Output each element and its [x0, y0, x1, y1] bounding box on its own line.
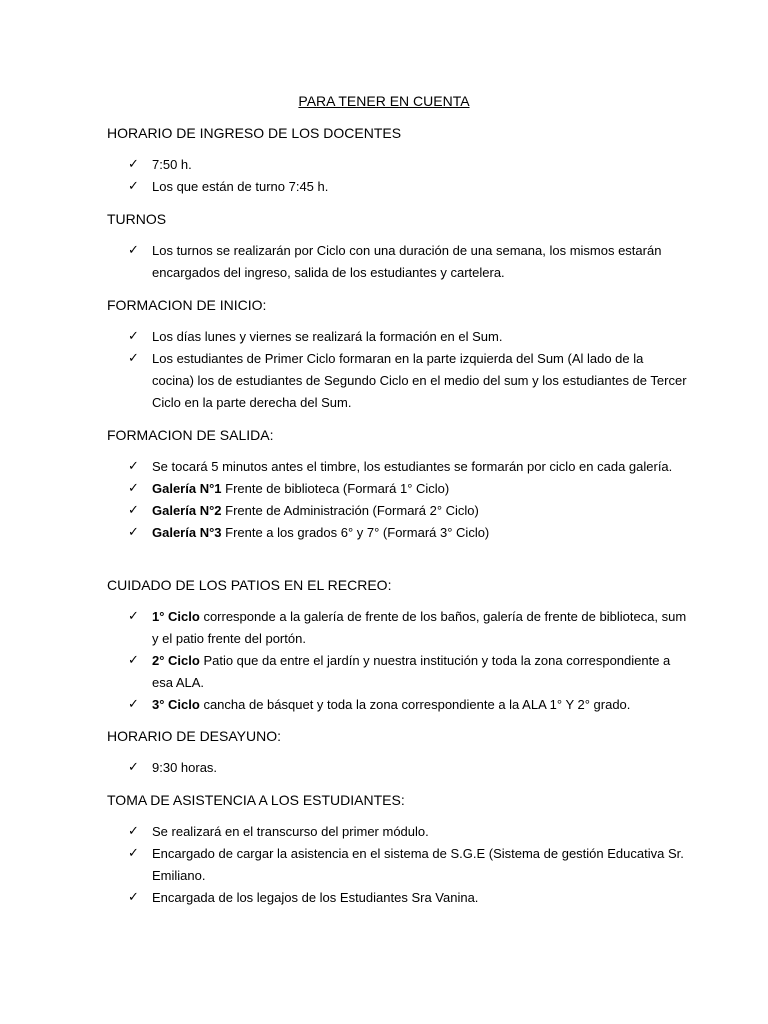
- list-item: [128, 500, 688, 522]
- list-item: [128, 240, 688, 284]
- check-icon: ✓: [128, 351, 139, 366]
- item-text: Los días lunes y viernes se realizará la formación en el Sum.: [152, 329, 503, 344]
- item-label: Galería N°1: [152, 481, 222, 496]
- bullet-list-cuidado-patios: [128, 606, 688, 716]
- check-icon: ✓: [128, 846, 139, 861]
- bullet-list-formacion-salida: [128, 456, 688, 544]
- item-text: Encargada de los legajos de los Estudiantes Sra Vanina.: [152, 890, 479, 905]
- list-item: [128, 176, 688, 198]
- check-icon: ✓: [128, 525, 139, 540]
- item-text: Patio que da entre el jardín y nuestra institución y toda la zona correspondiente a esa ALA.: [152, 653, 671, 690]
- list-item: [128, 456, 688, 478]
- check-icon: ✓: [128, 503, 139, 518]
- bullet-list-horario-ingreso: [128, 154, 688, 198]
- item-text: Frente de biblioteca (Formará 1° Ciclo): [221, 481, 450, 496]
- list-item: [128, 326, 688, 348]
- item-text: corresponde a la galería de frente de los baños, galería de frente de biblioteca, sum y el patio frente del portón.: [152, 609, 687, 646]
- list-item: [128, 478, 688, 500]
- section-heading-formacion-inicio: FORMACION DE INICIO:: [107, 297, 267, 313]
- check-icon: ✓: [128, 481, 139, 496]
- item-text: Se tocará 5 minutos antes el timbre, los estudiantes se formarán por ciclo en cada galería.: [152, 459, 673, 474]
- check-icon: ✓: [128, 653, 139, 668]
- list-item: [128, 821, 688, 843]
- list-item: [128, 154, 688, 176]
- bullet-list-toma-asistencia: [128, 821, 688, 909]
- item-text: 7:50 h.: [152, 157, 192, 172]
- item-label: 1° Ciclo: [152, 609, 200, 624]
- item-text: Los estudiantes de Primer Ciclo formaran en la parte izquierda del Sum (Al lado de la cocina) los de estudiantes de Segundo Ciclo en el medio del sum y los estudiantes de Tercer Ciclo en la parte derecha del Sum.: [152, 351, 687, 410]
- check-icon: ✓: [128, 179, 139, 194]
- list-item: [128, 843, 688, 887]
- section-heading-horario-desayuno: HORARIO DE DESAYUNO:: [107, 728, 281, 744]
- bullet-list-horario-desayuno: [128, 757, 688, 779]
- item-text: Encargado de cargar la asistencia en el sistema de S.G.E (Sistema de gestión Educativa Sr. Emiliano.: [152, 846, 684, 883]
- item-label: 2° Ciclo: [152, 653, 200, 668]
- section-heading-cuidado-patios: CUIDADO DE LOS PATIOS EN EL RECREO:: [107, 577, 392, 593]
- section-heading-horario-ingreso: HORARIO DE INGRESO DE LOS DOCENTES: [107, 125, 402, 141]
- check-icon: ✓: [128, 697, 139, 712]
- check-icon: ✓: [128, 157, 139, 172]
- section-heading-turnos: TURNOS: [107, 211, 167, 227]
- list-item: [128, 606, 688, 650]
- list-item: [128, 522, 688, 544]
- check-icon: ✓: [128, 824, 139, 839]
- list-item: [128, 887, 688, 909]
- section-heading-toma-asistencia: TOMA DE ASISTENCIA A LOS ESTUDIANTES:: [107, 792, 405, 808]
- item-text: Los turnos se realizarán por Ciclo con una duración de una semana, los mismos estarán encargados del ingreso, salida de los estudiantes y cartelera.: [152, 243, 662, 280]
- item-label: Galería N°3: [152, 525, 222, 540]
- check-icon: ✓: [128, 459, 139, 474]
- item-text: Se realizará en el transcurso del primer módulo.: [152, 824, 429, 839]
- check-icon: ✓: [128, 760, 139, 775]
- list-item: [128, 694, 688, 716]
- check-icon: ✓: [128, 609, 139, 624]
- list-item: [128, 757, 688, 779]
- list-item: [128, 650, 688, 694]
- check-icon: ✓: [128, 243, 139, 258]
- bullet-list-formacion-inicio: [128, 326, 688, 414]
- item-text: Frente de Administración (Formará 2° Ciclo): [221, 503, 479, 518]
- item-label: 3° Ciclo: [152, 697, 200, 712]
- item-label: Galería N°2: [152, 503, 222, 518]
- bullet-list-turnos: [128, 240, 688, 284]
- item-text: cancha de básquet y toda la zona correspondiente a la ALA 1° Y 2° grado.: [199, 697, 631, 712]
- item-text: Los que están de turno 7:45 h.: [152, 179, 329, 194]
- list-item: [128, 348, 688, 414]
- item-text: 9:30 horas.: [152, 760, 218, 775]
- item-text: Frente a los grados 6° y 7° (Formará 3° Ciclo): [221, 525, 490, 540]
- section-heading-formacion-salida: FORMACION DE SALIDA:: [107, 427, 274, 443]
- check-icon: ✓: [128, 890, 139, 905]
- page-title: PARA TENER EN CUENTA: [298, 93, 470, 109]
- check-icon: ✓: [128, 329, 139, 344]
